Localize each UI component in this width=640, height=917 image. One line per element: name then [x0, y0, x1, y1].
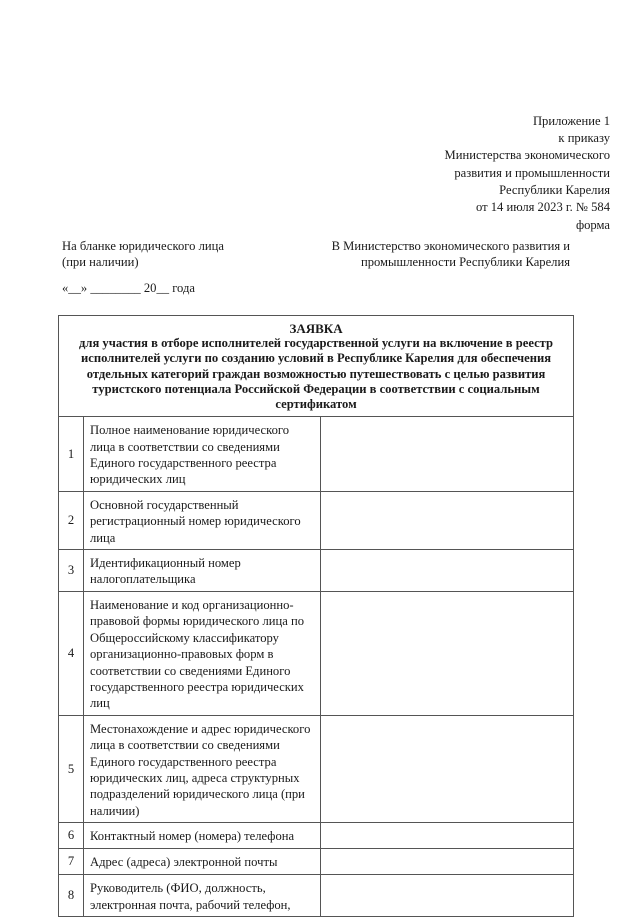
row-number: 4 — [59, 591, 84, 715]
annex-line: от 14 июля 2023 г. № 584 — [475, 200, 610, 215]
application-header-row — [59, 316, 574, 417]
annex-line: развития и промышленности — [454, 165, 610, 180]
annex-line: к приказу — [558, 131, 610, 146]
table-row — [59, 491, 574, 549]
recipient-line: В Министерство экономического развития и — [331, 239, 570, 253]
sender-line: На бланке юридического лица — [62, 239, 224, 253]
annex-line: Министерства экономического — [444, 148, 610, 163]
row-number: 6 — [59, 823, 84, 849]
row-value-field[interactable] — [321, 550, 574, 592]
row-number: 1 — [59, 417, 84, 492]
recipient-line: промышленности Республики Карелия — [360, 255, 570, 269]
recipient-block — [322, 238, 570, 270]
application-header — [59, 316, 574, 417]
table-row — [59, 591, 574, 715]
row-value-field[interactable] — [321, 417, 574, 492]
annex-line: Республики Карелия — [499, 182, 610, 197]
annex-block — [350, 113, 610, 216]
row-label: Местонахождение и адрес юридического лица в соответствии со сведениями Единого государственного реестра юридических лиц, адреса структурных подразделений юридического лица (при наличии) — [84, 715, 321, 822]
row-value-field[interactable] — [321, 849, 574, 875]
table-row — [59, 849, 574, 875]
application-title: ЗАЯВКА — [289, 321, 343, 336]
row-number: 5 — [59, 715, 84, 822]
sender-line: (при наличии) — [62, 255, 139, 269]
row-number: 2 — [59, 491, 84, 549]
annex-line: Приложение 1 — [532, 114, 610, 128]
row-label: Основной государственный регистрационный номер юридического лица — [84, 491, 321, 549]
application-subtitle: для участия в отборе исполнителей государственной услуги на включение в реестр исполнителей услуги по созданию условий в Республике Карелия для обеспечения отдельных категорий граждан возможностью путешествовать с целью развития туристского потенциала Российской Федерации в соответствии с социальным сертификатом — [79, 336, 553, 412]
row-value-field[interactable] — [321, 823, 574, 849]
date-line: «__» ________ 20__ года — [62, 281, 195, 295]
row-number: 7 — [59, 849, 84, 875]
table-row — [59, 715, 574, 822]
table-row — [59, 875, 574, 917]
row-number: 8 — [59, 875, 84, 917]
table-row — [59, 550, 574, 592]
row-label: Руководитель (ФИО, должность, электронная почта, рабочий телефон, — [84, 875, 321, 917]
form-label: форма — [575, 218, 610, 232]
sender-block — [62, 238, 224, 270]
row-label: Адрес (адреса) электронной почты — [84, 849, 321, 875]
row-value-field[interactable] — [321, 491, 574, 549]
table-row — [59, 823, 574, 849]
table-row — [59, 417, 574, 492]
row-label: Контактный номер (номера) телефона — [84, 823, 321, 849]
row-value-field[interactable] — [321, 591, 574, 715]
row-value-field[interactable] — [321, 715, 574, 822]
row-number: 3 — [59, 550, 84, 592]
row-label: Наименование и код организационно-правовой формы юридического лица по Общероссийскому классификатору организационно-правовых форм в соответствии со сведениями Единого государственного реестра юридических лиц — [84, 591, 321, 715]
row-label: Полное наименование юридического лица в соответствии со сведениями Единого государственного реестра юридических лиц — [84, 417, 321, 492]
row-label: Идентификационный номер налогоплательщика — [84, 550, 321, 592]
application-table — [58, 315, 574, 917]
row-value-field[interactable] — [321, 875, 574, 917]
